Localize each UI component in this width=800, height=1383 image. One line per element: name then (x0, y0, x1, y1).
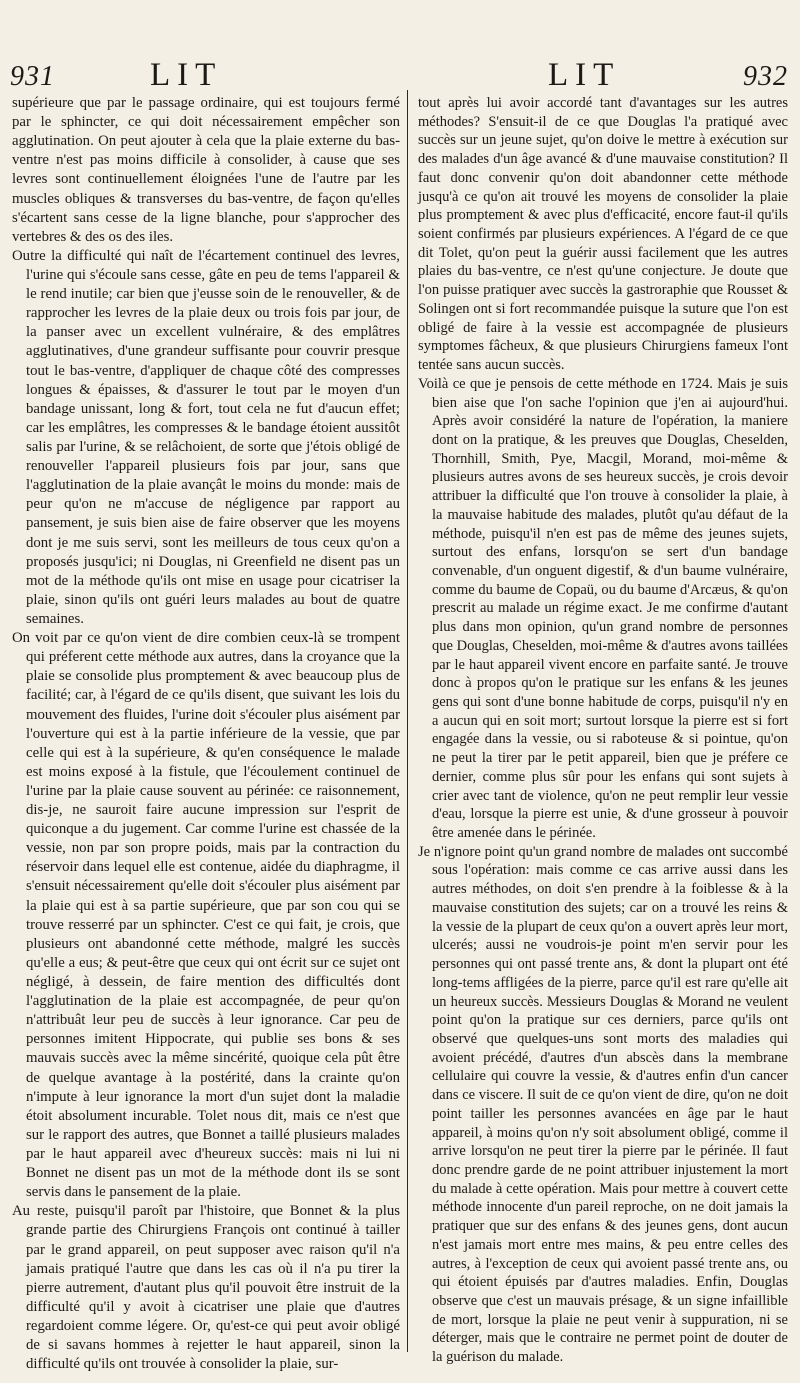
right-page-number: 932 (743, 61, 788, 92)
right-running-head: LIT (548, 57, 621, 93)
right-column (418, 94, 788, 1367)
paragraph: On voit par ce qu'on vient de dire combien ceux-là se trompent qui préferent cette méthode aux autres, dans la croyance que la plaie se consolide plus promptement & avec beaucoup plus de facilité; car, à l'égard de ce qu'ils disent, que suivant les lois du mouvement des fluides, l'urine doit s'écouler plus aisément par l'ouverture qui est à la partie inférieure de la vessie, que par celle qui est à la supérieure, & qu'en conséquence le malade est moins exposé à la fistule, que l'écoulement continuel de l'urine par la plaie cause souvent au périnée: ce raisonnement, dis-je, ne sauroit faire aucune impression sur l'esprit de quiconque a du jugement. Car comme l'urine est chassée de la vessie, non par son propre poids, mais par la contraction du réservoir dans lequel elle est contenue, aidée du diaphragme, il s'ensuit nécessairement qu'elle doit s'écouler plus aisément par la plaie qui est à sa partie supérieure, que par son cou qui se trouve resserré par un sphincter. C'est ce qui fait, je crois, que plusieurs ont abandonné cette méthode, malgré les succès qu'elle a eus; & peut-être que ceux qui ont écrit sur ce sujet ont négligé, à dessein, de faire mention des difficultés dont l'agglutination de la plaie est accompagnée, de peur qu'on n'attribuât leur peu de succès à leur ignorance. Car peu de personnes imitent Hippocrate, qui publie ses bons & ses mauvais succès avec la même sincérité, quoique cela pût être de quelque avantage à la postérité, dans la crainte qu'on n'impute à leur ignorance la mort d'un sujet dont la maladie étoit absolument incurable. Tolet nous dit, mais ce n'est que sur le rapport des autres, que Bonnet a taillé plusieurs malades par le haut appareil avec d'heureux succès: mais ni lui ni Bonnet ne disent pas un mot de la méthode dont ils se sont servis dans le pansement de la plaie. (12, 630, 400, 1201)
left-page-number: 931 (10, 61, 55, 92)
column-divider (407, 90, 408, 1352)
paragraph: supérieure que par le passage ordinaire, qui est toujours fermé par le sphincter, ce qui doit nécessairement empêcher son agglutination. On peut ajouter à cela que la plaie externe du bas-ventre n'est pas moins difficile à consolider, à cause que ses levres sont continuellement éloignées l'une de l'autre par les muscles obliques & transverses du bas-ventre, de façon qu'elles s'écartent sans cesse de la ligne blanche, pour s'approcher des vertebres & des os des iles. (12, 95, 400, 245)
paragraph: Outre la difficulté qui naît de l'écartement continuel des levres, l'urine qui s'écoule sans cesse, gâte en peu de tems l'appareil & le rend inutile; car bien que j'eusse soin de le renouveller, & de rapprocher les levres de la plaie deux ou trois fois par jour, de la panser avec un excellent vulnéraire, & des emplâtres agglutinatives, d'une grandeur suffisante pour couvrir presque tout le bas-ventre, d'appliquer de chaque côté des compresses longues & épaisses, & d'assurer le tout par le moyen d'un bandage unissant, long & fort, tout cela ne fut d'aucun effet; car les emplâtres, les compresses & le bandage étoient aussitôt salis par l'urine, & se relâchoient, de sorte que j'étois obligé de renouveller l'appareil plusieurs fois par jour, sans que l'agglutination de la plaie avançât le moins du monde: mais de peur qu'on ne m'accuse de négligence par rapport au pansement, je suis bien aise de faire observer que les moyens dont je me suis servi, sont les meilleurs de tous ceux qu'on a proposés jusqu'ici; ni Douglas, ni Greenfield ne disent pas un mot de la méthode qu'ils ont mise en usage pour cicatriser la plaie, sinon qu'ils ont guéri leurs malades au bout de quatre semaines. (12, 247, 400, 627)
paragraph: Au reste, puisqu'il paroît par l'histoire, que Bonnet & la plus grande partie des Chirurgiens François ont continué à tailler par le grand appareil, on peut supposer avec raison qu'il n'a jamais pratiqué l'autre que dans les cas où il n'a pu tirer la pierre autrement, d'autant plus qu'il pouvoit être instruit de la difficulté qu'il y avoit à cicatriser une plaie que d'autres regardoient comme légere. Or, qu'est-ce qui peut avoir obligé de si savans hommes à rejetter le haut appareil, sinon la difficulté qu'ils ont trouvée à consolider la plaie, sur- (12, 1203, 400, 1373)
paragraph: Voilà ce que je pensois de cette méthode en 1724. Mais je suis bien aise que l'on sache l'opinion que j'en ai aujourd'hui. Après avoir considéré la nature de l'opération, la maniere dont on la pratique, & les preuves que Douglas, Cheselden, Thornhill, Smith, Pye, Macgil, Morand, moi-même & plusieurs autres avons de ses heureux succès, je crois devoir attribuer la difficulté que l'on trouve à consolider la plaie, à la mauvaise habitude des malades, plutôt qu'au défaut de la méthode, puisqu'il n'en est pas de même des jeunes sujets, surtout des enfans, lorsqu'on se sert d'un bandage convenable, d'un onguent digestif, & d'un baume vulnéraire, comme du baume de Copaü, ou du baume d'Arcæus, & qu'on prescrit au malade un régime exact. Je me confirme d'autant plus dans mon opinion, qu'un grand nombre de personnes que Douglas, Cheselden, moi-même & d'autres avons taillées par le haut appareil vivent encore en parfaite santé. Je trouve donc à propos qu'on le pratique sur les enfans & les jeunes gens qui sont d'une bonne habitude de corps, puisqu'il n'y en a aucun qui en soit mort; surtout lorsque la pierre est si fort engagée dans la vessie, ou si raboteuse & si pointue, qu'on ne peut la tirer par le petit appareil, bien que je préfere ce dernier, comme plus sûr pour les enfans qui sont sujets à crier avec tant de violence, qu'on ne peut remplir leur vessie d'eau, lorsque la pierre est unie, & d'une grosseur à pouvoir être amenée dans le périnée. (418, 375, 788, 842)
paragraph: Je n'ignore point qu'un grand nombre de malades ont succombé sous l'opération: mais comme ce cas arrive aussi dans les autres méthodes, on doit s'en prendre à la foiblesse & à la mauvaise constitution des sujets; car on a trouvé les reins & la vessie de la plupart de ceux qu'on a ouvert après leur mort, ulcerés; aussi ne voudrois-je point m'en servir pour les personnes qui ont passé trente ans, & dont la plupart ont été long-tems affligées de la pierre, parce qu'il est rare qu'elle ait un heureux succès. Messieurs Douglas & Morand ne veulent point qu'on la pratique sur ces derniers, parce qu'ils ont observé que quelques-uns sont morts des maladies qui avoient précédé, d'autres d'un abscès dans la membrane cellulaire qui couvre la vessie, & d'autres enfin d'un cancer dans ce viscere. Il suit de ce qu'on vient de dire, qu'on ne doit point tailler les personnes avancées en âge par le haut appareil, à moins qu'on n'y soit absolument obligé, comme il arrive lorsqu'on ne peut tirer la pierre par le périnée. Il faut donc prendre garde de ne point attribuer injustement la mort du malade à cette opération. Mais pour mettre à couvert cette méthode innocente d'un pareil reproche, on ne doit jamais la pratiquer que sur des enfans & des jeunes gens, dont aucun n'est jamais mort entre mes mains, & peu entre celles des autres, à l'exception de ceux qui avoient passé trente ans, ou qui étoient épuisés par d'autres maladies. Enfin, Douglas observe que c'est un mauvais présage, & un signe infaillible de mort, lorsque la plaie ne peut venir à suppuration, ni se déterger, mais que le contraire ne permet point de douter de la guérison du malade. (418, 843, 788, 1366)
left-column (12, 94, 400, 1374)
paragraph: tout après lui avoir accordé tant d'avantages sur les autres méthodes? S'ensuit-il de ce que Douglas l'a pratiqué avec succès sur un jeune sujet, qu'on doive le mettre à exécution sur des malades d'un âge avancé & d'une mauvaise constitution? Il faut donc convenir qu'on doit abandonner cette méthode jusqu'à ce qu'on ait trouvé les moyens de consolider la plaie plus promptement & avec plus d'efficacité, encore faut-il qu'ils soient confirmés par plusieurs expériences. A l'égard de ce que dit Tolet, qu'on peut la guérir aussi facilement que les autres plaies du bas-ventre, ce n'est qu'une conjecture. Je doute que l'on puisse pratiquer avec succès la gastroraphie que Rousset & Solingen ont si fort recommandée puisque la suture que l'on est obligé de faire à la vessie est accompagnée de plusieurs symptomes fâcheux, & que plusieurs Chirurgiens fameux l'ont tentée sans aucun succès. (418, 95, 788, 374)
page-header (0, 55, 800, 95)
left-running-head: LIT (150, 57, 223, 93)
